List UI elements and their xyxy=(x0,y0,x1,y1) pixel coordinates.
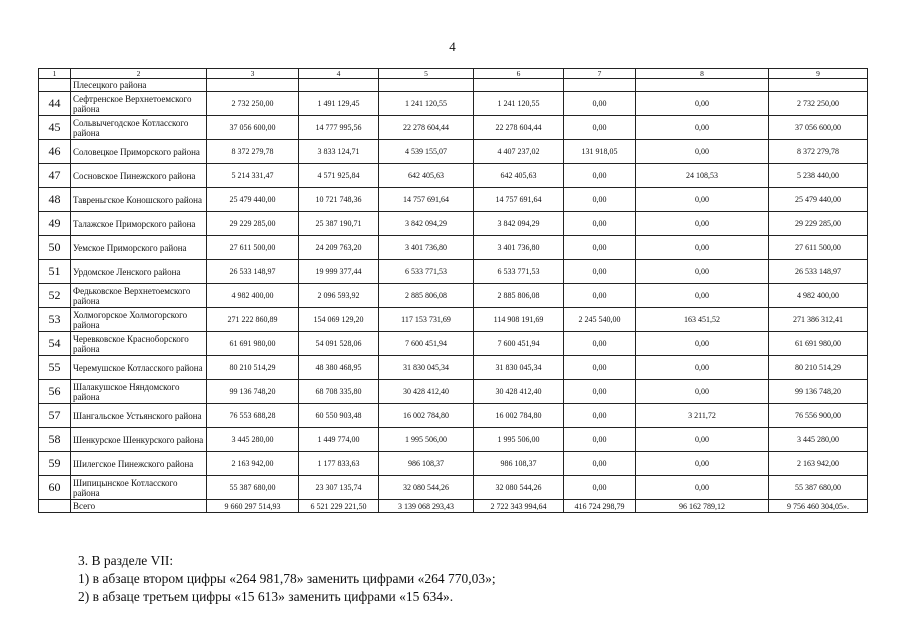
value-cell: 0,00 xyxy=(636,260,769,284)
value-cell: 0,00 xyxy=(564,188,636,212)
total-value-cell: 6 521 229 221,50 xyxy=(299,500,379,513)
value-cell: 8 372 279,78 xyxy=(769,140,868,164)
table-row xyxy=(39,428,868,452)
column-number: 1 xyxy=(39,69,71,79)
column-number: 6 xyxy=(474,69,564,79)
continued-row xyxy=(39,79,868,92)
value-cell: 0,00 xyxy=(636,92,769,116)
value-cell: 0,00 xyxy=(564,260,636,284)
value-cell: 5 238 440,00 xyxy=(769,164,868,188)
value-cell: 1 449 774,00 xyxy=(299,428,379,452)
value-cell: 2 885 806,08 xyxy=(379,284,474,308)
value-cell: 0,00 xyxy=(636,284,769,308)
value-cell: 6 533 771,53 xyxy=(474,260,564,284)
value-cell: 0,00 xyxy=(564,380,636,404)
value-cell: 2 096 593,92 xyxy=(299,284,379,308)
row-number-cell: 49 xyxy=(39,212,71,236)
value-cell: 642 405,63 xyxy=(379,164,474,188)
value-cell: 25 387 190,71 xyxy=(299,212,379,236)
value-cell: 0,00 xyxy=(564,212,636,236)
value-cell: 32 080 544,26 xyxy=(474,476,564,500)
value-cell: 25 479 440,00 xyxy=(769,188,868,212)
row-number-cell: 53 xyxy=(39,308,71,332)
value-cell: 19 999 377,44 xyxy=(299,260,379,284)
municipality-name-cell: Шенкурское Шенкурского района xyxy=(71,428,207,452)
row-number-cell: 60 xyxy=(39,476,71,500)
budget-table xyxy=(38,68,868,513)
table-row xyxy=(39,140,868,164)
value-cell: 2 885 806,08 xyxy=(474,284,564,308)
value-cell: 0,00 xyxy=(564,404,636,428)
municipality-name-cell: Шипицынское Котласского района xyxy=(71,476,207,500)
table-row xyxy=(39,212,868,236)
value-cell: 271 222 860,89 xyxy=(207,308,299,332)
amendment-item-2: 2) в абзаце третьем цифры «15 613» заменить цифрами «15 634». xyxy=(78,589,454,604)
value-cell: 4 539 155,07 xyxy=(379,140,474,164)
value-cell: 1 241 120,55 xyxy=(474,92,564,116)
municipality-name-cell: Холмогорское Холмогорского района xyxy=(71,308,207,332)
value-cell: 55 387 680,00 xyxy=(769,476,868,500)
value-cell: 2 732 250,00 xyxy=(207,92,299,116)
value-cell: 0,00 xyxy=(564,332,636,356)
value-cell: 0,00 xyxy=(636,452,769,476)
table-row xyxy=(39,236,868,260)
municipality-name-cell: Соловецкое Приморского района xyxy=(71,140,207,164)
row-number-cell: 58 xyxy=(39,428,71,452)
value-cell: 3 842 094,29 xyxy=(474,212,564,236)
column-number: 9 xyxy=(769,69,868,79)
municipality-name-cell: Плесецкого района xyxy=(71,79,207,92)
value-cell xyxy=(299,79,379,92)
municipality-name-cell: Черевковское Красноборского района xyxy=(71,332,207,356)
value-cell: 3 833 124,71 xyxy=(299,140,379,164)
value-cell: 16 002 784,80 xyxy=(379,404,474,428)
value-cell: 10 721 748,36 xyxy=(299,188,379,212)
municipality-name-cell: Шилегское Пинежского района xyxy=(71,452,207,476)
value-cell: 3 445 280,00 xyxy=(769,428,868,452)
value-cell: 117 153 731,69 xyxy=(379,308,474,332)
value-cell: 61 691 980,00 xyxy=(207,332,299,356)
row-number-cell: 47 xyxy=(39,164,71,188)
municipality-name-cell: Талажское Приморского района xyxy=(71,212,207,236)
value-cell: 24 108,53 xyxy=(636,164,769,188)
value-cell: 8 372 279,78 xyxy=(207,140,299,164)
value-cell xyxy=(379,79,474,92)
row-number-cell xyxy=(39,500,71,513)
value-cell: 154 069 129,20 xyxy=(299,308,379,332)
value-cell: 76 556 900,00 xyxy=(769,404,868,428)
value-cell: 14 757 691,64 xyxy=(379,188,474,212)
column-number: 3 xyxy=(207,69,299,79)
value-cell: 1 995 506,00 xyxy=(379,428,474,452)
row-number-cell: 55 xyxy=(39,356,71,380)
value-cell: 986 108,37 xyxy=(474,452,564,476)
table-row xyxy=(39,356,868,380)
value-cell: 30 428 412,40 xyxy=(379,380,474,404)
value-cell: 54 091 528,06 xyxy=(299,332,379,356)
value-cell: 0,00 xyxy=(564,116,636,140)
value-cell: 4 982 400,00 xyxy=(769,284,868,308)
table-row xyxy=(39,476,868,500)
value-cell: 2 732 250,00 xyxy=(769,92,868,116)
value-cell: 14 777 995,56 xyxy=(299,116,379,140)
value-cell: 26 533 148,97 xyxy=(769,260,868,284)
amendment-item-1: 1) в абзаце втором цифры «264 981,78» заменить цифрами «264 770,03»; xyxy=(78,571,496,586)
value-cell: 24 209 763,20 xyxy=(299,236,379,260)
value-cell: 114 908 191,69 xyxy=(474,308,564,332)
value-cell: 26 533 148,97 xyxy=(207,260,299,284)
value-cell: 29 229 285,00 xyxy=(769,212,868,236)
table-body xyxy=(39,69,868,513)
value-cell: 1 241 120,55 xyxy=(379,92,474,116)
value-cell: 5 214 331,47 xyxy=(207,164,299,188)
municipality-name-cell: Тавреньгское Коношского района xyxy=(71,188,207,212)
value-cell xyxy=(207,79,299,92)
value-cell: 0,00 xyxy=(636,212,769,236)
value-cell: 163 451,52 xyxy=(636,308,769,332)
table-row xyxy=(39,404,868,428)
table-row xyxy=(39,92,868,116)
value-cell: 1 177 833,63 xyxy=(299,452,379,476)
total-value-cell: 9 660 297 514,93 xyxy=(207,500,299,513)
page-number: 4 xyxy=(449,39,456,54)
value-cell: 99 136 748,20 xyxy=(207,380,299,404)
value-cell: 76 553 688,28 xyxy=(207,404,299,428)
municipality-name-cell: Шалакушское Няндомского района xyxy=(71,380,207,404)
total-value-cell: 416 724 298,79 xyxy=(564,500,636,513)
value-cell: 4 982 400,00 xyxy=(207,284,299,308)
value-cell: 22 278 604,44 xyxy=(379,116,474,140)
table-row xyxy=(39,308,868,332)
value-cell: 3 842 094,29 xyxy=(379,212,474,236)
table-row xyxy=(39,452,868,476)
value-cell: 0,00 xyxy=(636,188,769,212)
value-cell: 16 002 784,80 xyxy=(474,404,564,428)
table-row xyxy=(39,164,868,188)
value-cell: 0,00 xyxy=(636,116,769,140)
value-cell: 0,00 xyxy=(564,428,636,452)
value-cell: 0,00 xyxy=(564,236,636,260)
value-cell: 986 108,37 xyxy=(379,452,474,476)
total-value-cell: 9 756 460 304,05». xyxy=(769,500,868,513)
table-row xyxy=(39,380,868,404)
row-number-cell: 59 xyxy=(39,452,71,476)
municipality-name-cell: Уемское Приморского района xyxy=(71,236,207,260)
value-cell: 6 533 771,53 xyxy=(379,260,474,284)
value-cell: 3 445 280,00 xyxy=(207,428,299,452)
value-cell xyxy=(564,79,636,92)
municipality-name-cell: Федьковское Верхнетоемского района xyxy=(71,284,207,308)
row-number-cell: 54 xyxy=(39,332,71,356)
row-number-cell: 56 xyxy=(39,380,71,404)
table-row xyxy=(39,260,868,284)
row-number-cell: 44 xyxy=(39,92,71,116)
municipality-name-cell: Шангальское Устьянского района xyxy=(71,404,207,428)
value-cell: 0,00 xyxy=(564,284,636,308)
value-cell: 0,00 xyxy=(636,356,769,380)
total-value-cell: 2 722 343 994,64 xyxy=(474,500,564,513)
table-row xyxy=(39,332,868,356)
value-cell xyxy=(769,79,868,92)
value-cell: 0,00 xyxy=(636,476,769,500)
row-number-cell xyxy=(39,79,71,92)
column-number: 7 xyxy=(564,69,636,79)
value-cell: 31 830 045,34 xyxy=(379,356,474,380)
table-row xyxy=(39,116,868,140)
value-cell: 37 056 600,00 xyxy=(207,116,299,140)
value-cell: 0,00 xyxy=(564,92,636,116)
row-number-cell: 45 xyxy=(39,116,71,140)
column-number: 5 xyxy=(379,69,474,79)
value-cell: 131 918,05 xyxy=(564,140,636,164)
value-cell: 271 386 312,41 xyxy=(769,308,868,332)
value-cell: 0,00 xyxy=(564,356,636,380)
column-number-row xyxy=(39,69,868,79)
value-cell: 4 571 925,84 xyxy=(299,164,379,188)
value-cell: 31 830 045,34 xyxy=(474,356,564,380)
column-number: 2 xyxy=(71,69,207,79)
row-number-cell: 51 xyxy=(39,260,71,284)
value-cell xyxy=(636,79,769,92)
municipality-name-cell: Сосновское Пинежского района xyxy=(71,164,207,188)
value-cell: 32 080 544,26 xyxy=(379,476,474,500)
value-cell: 3 211,72 xyxy=(636,404,769,428)
row-number-cell: 50 xyxy=(39,236,71,260)
value-cell: 3 401 736,80 xyxy=(379,236,474,260)
table-row xyxy=(39,284,868,308)
value-cell: 0,00 xyxy=(636,236,769,260)
total-value-cell: 96 162 789,12 xyxy=(636,500,769,513)
table-row xyxy=(39,188,868,212)
value-cell: 30 428 412,40 xyxy=(474,380,564,404)
value-cell: 0,00 xyxy=(564,452,636,476)
value-cell xyxy=(474,79,564,92)
amendment-section-heading: 3. В разделе VII: xyxy=(78,553,174,568)
value-cell: 1 995 506,00 xyxy=(474,428,564,452)
value-cell: 27 611 500,00 xyxy=(207,236,299,260)
value-cell: 0,00 xyxy=(636,428,769,452)
row-number-cell: 48 xyxy=(39,188,71,212)
municipality-name-cell: Сольвычегодское Котласского района xyxy=(71,116,207,140)
municipality-name-cell: Урдомское Ленского района xyxy=(71,260,207,284)
value-cell: 3 401 736,80 xyxy=(474,236,564,260)
value-cell: 2 163 942,00 xyxy=(207,452,299,476)
value-cell: 1 491 129,45 xyxy=(299,92,379,116)
value-cell: 2 245 540,00 xyxy=(564,308,636,332)
value-cell: 27 611 500,00 xyxy=(769,236,868,260)
value-cell: 0,00 xyxy=(564,476,636,500)
value-cell: 29 229 285,00 xyxy=(207,212,299,236)
value-cell: 68 708 335,80 xyxy=(299,380,379,404)
value-cell: 80 210 514,29 xyxy=(769,356,868,380)
municipality-name-cell: Черемушское Котласского района xyxy=(71,356,207,380)
total-value-cell: 3 139 068 293,43 xyxy=(379,500,474,513)
total-label: Всего xyxy=(71,500,207,513)
value-cell: 80 210 514,29 xyxy=(207,356,299,380)
value-cell: 37 056 600,00 xyxy=(769,116,868,140)
value-cell: 25 479 440,00 xyxy=(207,188,299,212)
value-cell: 22 278 604,44 xyxy=(474,116,564,140)
value-cell: 7 600 451,94 xyxy=(474,332,564,356)
value-cell: 2 163 942,00 xyxy=(769,452,868,476)
row-number-cell: 46 xyxy=(39,140,71,164)
value-cell: 23 307 135,74 xyxy=(299,476,379,500)
row-number-cell: 57 xyxy=(39,404,71,428)
value-cell: 99 136 748,20 xyxy=(769,380,868,404)
column-number: 8 xyxy=(636,69,769,79)
value-cell: 0,00 xyxy=(636,140,769,164)
value-cell: 48 380 468,95 xyxy=(299,356,379,380)
value-cell: 55 387 680,00 xyxy=(207,476,299,500)
value-cell: 0,00 xyxy=(636,380,769,404)
value-cell: 61 691 980,00 xyxy=(769,332,868,356)
value-cell: 60 550 903,48 xyxy=(299,404,379,428)
total-row xyxy=(39,500,868,513)
value-cell: 14 757 691,64 xyxy=(474,188,564,212)
row-number-cell: 52 xyxy=(39,284,71,308)
value-cell: 0,00 xyxy=(564,164,636,188)
column-number: 4 xyxy=(299,69,379,79)
value-cell: 0,00 xyxy=(636,332,769,356)
value-cell: 642 405,63 xyxy=(474,164,564,188)
value-cell: 7 600 451,94 xyxy=(379,332,474,356)
municipality-name-cell: Сефтренское Верхнетоемского района xyxy=(71,92,207,116)
value-cell: 4 407 237,02 xyxy=(474,140,564,164)
